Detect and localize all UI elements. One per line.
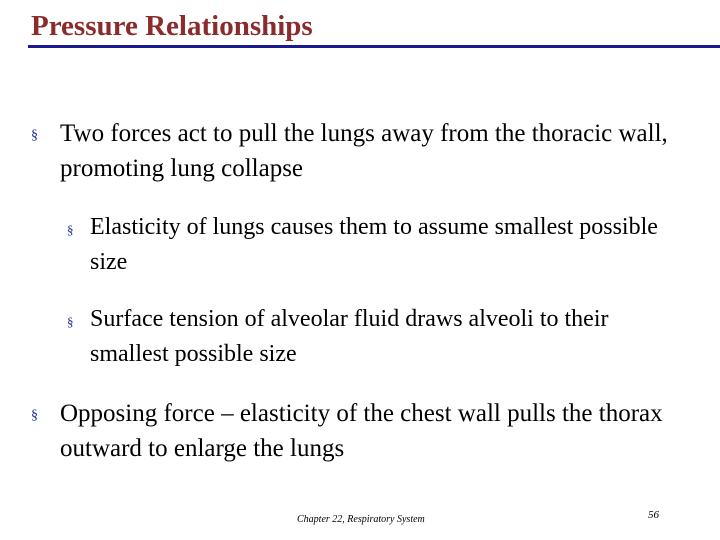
sub-bullet-marker-icon: § xyxy=(67,222,74,237)
bullet-marker-icon: § xyxy=(31,408,38,423)
bullet-item xyxy=(31,396,696,466)
sub-bullet-text: Surface tension of alveolar fluid draws alveoli to their smallest possible size xyxy=(90,306,609,367)
page-number: 56 xyxy=(648,509,659,521)
sub-bullet-text: Elasticity of lungs causes them to assume smallest possible size xyxy=(90,214,658,275)
bullet-text: Opposing force – elasticity of the chest wall pulls the thorax outward to enlarge the lungs xyxy=(60,400,663,462)
sub-bullet-item xyxy=(67,210,692,280)
slide-footer: Chapter 22, Respiratory System xyxy=(297,514,425,525)
bullet-marker-icon: § xyxy=(31,128,38,143)
sub-bullet-marker-icon: § xyxy=(67,314,74,329)
bullet-text: Two forces act to pull the lungs away from the thoracic wall, promoting lung collapse xyxy=(60,120,668,182)
bullet-item xyxy=(31,116,696,186)
title-underline xyxy=(28,45,720,48)
slide-title: Pressure Relationships xyxy=(31,10,313,42)
sub-bullet-item xyxy=(67,302,692,372)
